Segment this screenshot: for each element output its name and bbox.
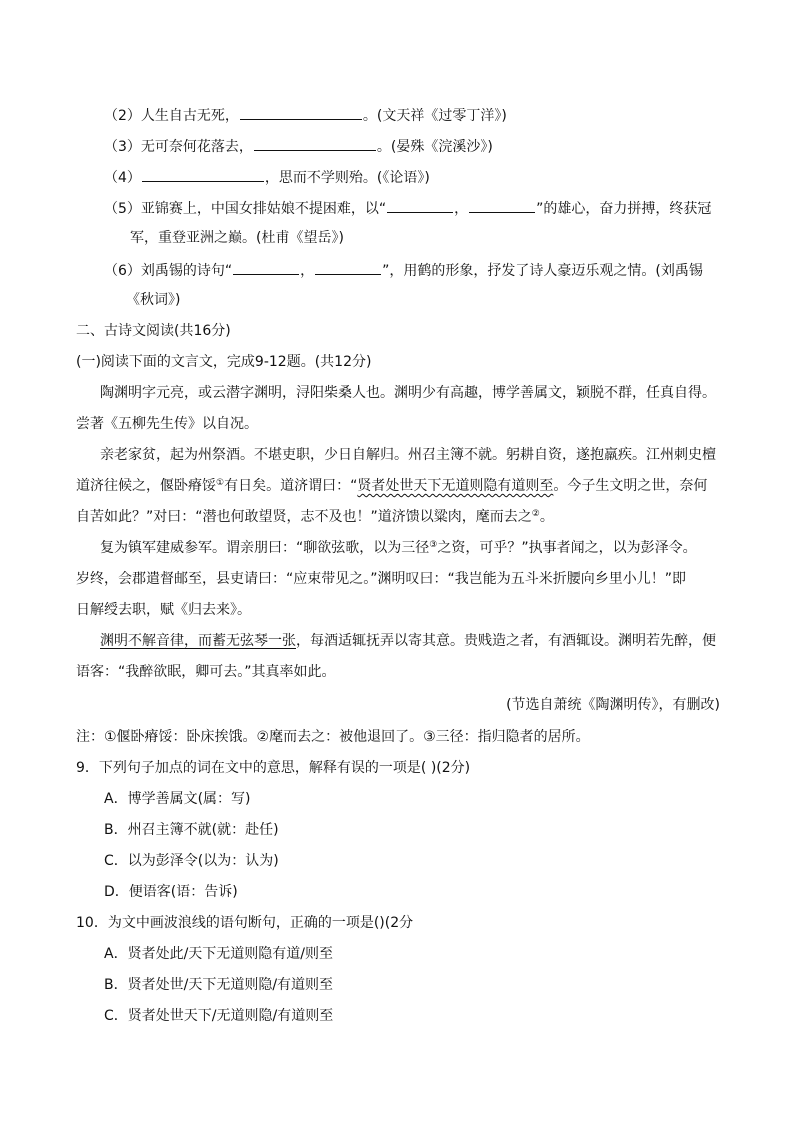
q8-item-6-text-a: （6）刘禹锡的诗句“ — [104, 263, 233, 279]
q10-option-c[interactable]: C．贤者处世天下/无道则隐/有道则至 — [104, 1008, 334, 1024]
answer-blank[interactable] — [240, 104, 362, 120]
q8-item-4 — [104, 166, 430, 188]
q9-option-d[interactable]: D．便语客(语：告诉) — [104, 884, 238, 900]
passage-text: 有日矣。道济谓曰：“ — [224, 478, 358, 494]
passage-source: (节选自萧统《陶渊明传》，有删改) — [506, 697, 720, 713]
footnote-marker: ① — [216, 478, 225, 488]
passage-p1-line2: 尝著《五柳先生传》以自况。 — [76, 416, 258, 432]
q8-item-3-pre: （3）无可奈何花落去， — [104, 139, 253, 155]
passage-p4-line1 — [100, 631, 716, 651]
passage-p2-line1: 亲老家贫，起为州祭酒。不堪吏职，少日自解归。州召主簿不就。躬耕自资，遂抱羸疾。江州刺史檀 — [100, 447, 716, 463]
passage-p4-line2: 语客：“我醉欲眠，卿可去。”其真率如此。 — [76, 664, 336, 680]
passage-text: 复为镇军建威参军。谓亲朋曰：“聊欲弦歌，以为三径 — [100, 540, 430, 556]
wavy-underlined-sentence: 贤者处世天下无道则隐有道则至 — [357, 478, 554, 494]
passage-p3-line1 — [100, 538, 697, 558]
q8-item-3-post: 。(晏殊《浣溪沙》) — [376, 139, 493, 155]
q9-stem: 9．下列句子加点的词在文中的意思，解释有误的一项是( )(2分) — [76, 760, 471, 776]
passage-text: ，每酒适辄抚弄以寄其意。贵贱造之者，有酒辄设。渊明若先醉，便 — [296, 633, 716, 649]
footnote-marker: ③ — [429, 540, 438, 550]
footnote-marker: ② — [531, 509, 540, 519]
answer-blank[interactable] — [315, 259, 381, 275]
passage-text: 道济往候之，偃卧瘠馁 — [76, 478, 216, 494]
passage-p2-line2 — [76, 476, 707, 496]
q9-option-b[interactable]: B．州召主簿不就(就：赴任) — [104, 822, 279, 838]
underlined-sentence: 渊明不解音律，而蓄无弦琴一张 — [100, 633, 296, 649]
q8-item-2-pre: （2）人生自古无死， — [104, 108, 239, 124]
q8-item-5-line1 — [104, 197, 711, 219]
q8-item-6-line2: 《秋词》) — [126, 292, 181, 308]
passage-text: 之资，可乎？”执事者闻之，以为彭泽令。 — [437, 540, 697, 556]
q8-item-4-post: ，思而不学则殆。(《论语》) — [264, 170, 430, 186]
q8-item-2-post: 。(文天祥《过零丁洋》) — [362, 108, 507, 124]
answer-blank[interactable] — [142, 166, 264, 182]
passage-p3-line3: 日解绶去职，赋《归去来》。 — [76, 602, 251, 618]
answer-blank[interactable] — [233, 259, 299, 275]
passage-p2-line3 — [76, 507, 554, 527]
q10-option-b[interactable]: B．贤者处世/天下无道则隐/有道则至 — [104, 977, 334, 993]
subsection-title: (一)阅读下面的文言文，完成9-12题。(共12分) — [76, 354, 372, 370]
q8-item-6-text-c: ”，用鹤的形象，抒发了诗人豪迈乐观之情。(刘禹锡 — [382, 263, 703, 279]
q8-item-3 — [104, 135, 493, 157]
q8-item-6-text-b: ， — [300, 263, 315, 279]
q10-option-a[interactable]: A．贤者处此/天下无道则隐有道/则至 — [104, 946, 334, 962]
q8-item-2 — [104, 104, 507, 126]
passage-p3-line2: 岁终，会郡遣督邮至，县吏请曰：“应束带见之。”渊明叹曰：“我岂能为五斗米折腰向乡里小儿！”即 — [76, 571, 687, 587]
passage-text: 自苦如此？”对曰：“潜也何敢望贤，志不及也！”道济馈以粱肉，麾而去之 — [76, 509, 532, 525]
q8-item-5-text-a: （5）亚锦赛上，中国女排姑娘不提困难，以“ — [104, 201, 387, 217]
passage-text: 。今子生文明之世，奈何 — [553, 478, 708, 494]
q8-item-6-line1 — [104, 259, 703, 281]
q9-option-a[interactable]: A．博学善属文(属：写) — [104, 791, 251, 807]
answer-blank[interactable] — [254, 135, 376, 151]
q8-item-5-text-b: ， — [454, 201, 469, 217]
answer-blank[interactable] — [469, 197, 535, 213]
footnotes: 注：①偃卧瘠馁：卧床挨饿。②麾而去之：被他退回了。③三径：指归隐者的居所。 — [76, 729, 590, 745]
q10-stem: 10．为文中画波浪线的语句断句，正确的一项是()(2分 — [76, 915, 414, 931]
q8-item-5-text-c: ”的雄心，奋力拼搏，终获冠 — [536, 201, 712, 217]
q9-option-c[interactable]: C．以为彭泽令(以为：认为) — [104, 853, 279, 869]
q8-item-4-pre: （4） — [104, 170, 141, 186]
section-title: 二、古诗文阅读(共16分) — [76, 323, 231, 339]
passage-text: 。 — [539, 509, 554, 525]
answer-blank[interactable] — [387, 197, 453, 213]
q8-item-5-line2: 军，重登亚洲之巅。(杜甫《望岳》) — [130, 230, 344, 246]
passage-p1-line1: 陶渊明字元亮，或云潜字渊明，浔阳柴桑人也。渊明少有高趣，博学善属文，颖脱不群，任真自得。 — [100, 385, 716, 401]
